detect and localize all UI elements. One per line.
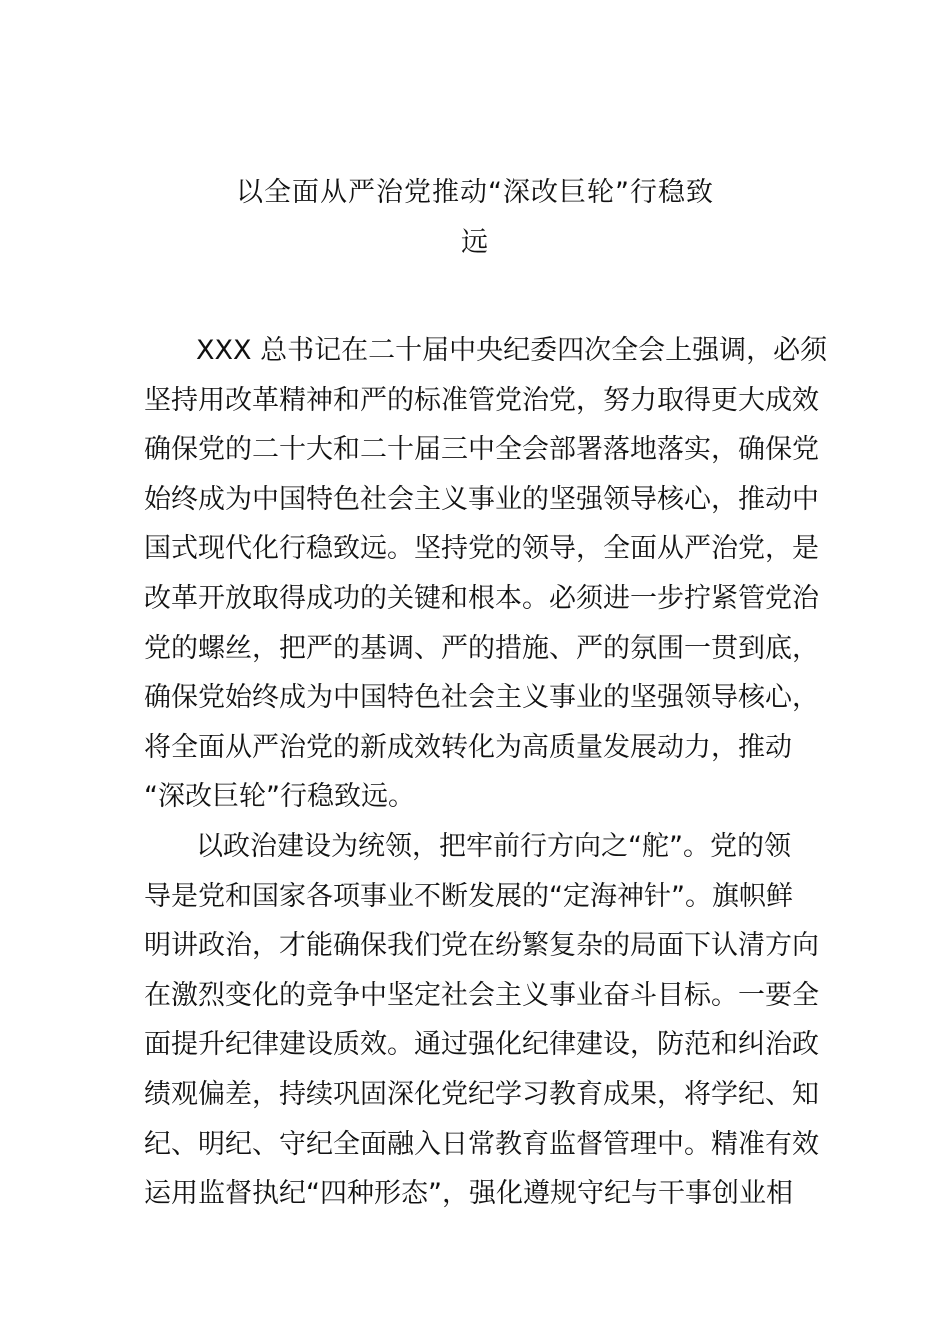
paragraph-2-line: 面提升纪律建设质效。通过强化纪律建设，防范和纠治政 [144, 1029, 819, 1061]
document-body [144, 326, 828, 1219]
paragraph-1-line: “深改巨轮”行稳致远。 [144, 781, 415, 813]
document-title [150, 168, 800, 267]
paragraph-1-line: XXX 总书记在二十届中央纪委四次全会上强调，必须 [196, 335, 828, 366]
paragraph-1-line: 国式现代化行稳致远。坚持党的领导，全面从严治党，是 [144, 533, 819, 565]
paragraph-1-line: 将全面从严治党的新成效转化为高质量发展动力，推动 [144, 731, 792, 763]
paragraph-2-line: 以政治建设为统领，把牢前行方向之“舵”。党的领 [196, 830, 791, 862]
title-line: 以全面从严治党推动“深改巨轮”行稳致 [236, 177, 714, 208]
paragraph-1-line: 改革开放取得成功的关键和根本。必须进一步拧紧管党治 [144, 582, 819, 614]
paragraph-2-line: 导是党和国家各项事业不断发展的“定海神针”。旗帜鲜 [144, 880, 793, 912]
paragraph-2-line: 运用监督执纪“四种形态”，强化遵规守纪与干事创业相 [144, 1178, 793, 1210]
paragraph-2-line: 在激烈变化的竞争中坚定社会主义事业奋斗目标。一要全 [144, 979, 819, 1011]
paragraph-2-line: 绩观偏差，持续巩固深化党纪学习教育成果，将学纪、知 [144, 1078, 819, 1110]
paragraph-1-line: 确保党的二十大和二十届三中全会部署落地落实，确保党 [144, 434, 819, 466]
paragraph-2-line: 纪、明纪、守纪全面融入日常教育监督管理中。精准有效 [144, 1128, 819, 1160]
paragraph-1-line: 始终成为中国特色社会主义事业的坚强领导核心，推动中 [144, 483, 819, 515]
paragraph-1-line: 坚持用改革精神和严的标准管党治党，努力取得更大成效 [144, 384, 819, 416]
paragraph-1-line: 确保党始终成为中国特色社会主义事业的坚强领导核心， [144, 682, 819, 714]
title-line: 远 [461, 226, 489, 258]
paragraph-1-line: 党的螺丝，把严的基调、严的措施、严的氛围一贯到底， [144, 632, 819, 664]
paragraph-2-line: 明讲政治，才能确保我们党在纷繁复杂的局面下认清方向 [144, 930, 819, 962]
